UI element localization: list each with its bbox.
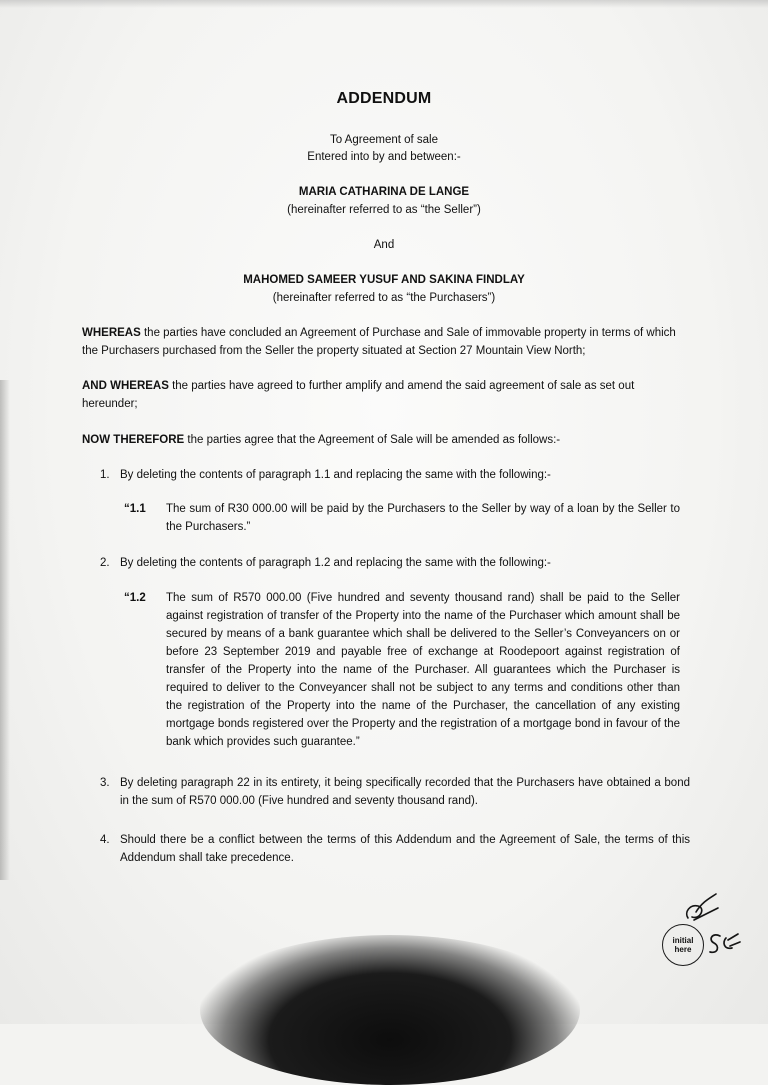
list-item-text: By deleting the contents of paragraph 1.1 and replacing the same with the following:- — [120, 469, 551, 481]
scan-shadow-blot — [200, 935, 580, 1085]
list-item-text: By deleting the contents of paragraph 1.2 and replacing the same with the following:- — [120, 557, 551, 569]
now-therefore-text: the parties agree that the Agreement of Sale will be amended as follows:- — [184, 434, 561, 446]
stamp-line-1: initial — [672, 936, 694, 945]
initial-here-stamp — [662, 924, 704, 966]
whereas-lead: WHEREAS — [82, 327, 141, 339]
list-item-text: Should there be a conflict between the terms of this Addendum and the Agreement of Sale, the terms of this Addendum shall take precedence. — [120, 834, 690, 864]
sub-clause-text: The sum of R570 000.00 (Five hundred and seventy thousand rand) shall be paid to the Seller against registration of transfer of the Property into the name of the Purchaser which amount shall be secured by means of a bank guarantee which shall be delivered to the Seller’s Conveyancers on or before 23 September 2019 and payable free of exchange at Roodepoort against registration of transfer of the Property into the name of the Purchaser. All guarantees which the Purchaser is required to deliver to the Conveyancer shall not be subject to any terms and conditions other than the registration of the Property into the name of the Purchaser, the cancellation of any existing mortgage bonds registered over the Property and the registration of a mortgage bond in favour of the bank which provides such guarantee.” — [166, 592, 680, 748]
scan-shadow-top — [0, 0, 768, 8]
handwritten-initials-sc — [704, 928, 744, 958]
purchasers-role: (hereinafter referred to as “the Purchasers”) — [272, 292, 496, 304]
list-item-number: 2. — [100, 557, 110, 569]
now-therefore-paragraph — [82, 431, 686, 449]
intro-line-2: Entered into by and between:- — [307, 151, 461, 163]
document-title: ADDENDUM — [336, 90, 432, 107]
purchasers-name: MAHOMED SAMEER YUSUF AND SAKINA FINDLAY — [243, 274, 525, 286]
scan-shadow-left — [0, 380, 10, 880]
list-item-number: 1. — [100, 469, 110, 481]
list-item-text: By deleting paragraph 22 in its entirety, it being specifically recorded that the Purchasers have obtained a bond in the sum of R570 000.00 (Five hundred and seventy thousand rand). — [120, 777, 690, 807]
list-item-number: 4. — [100, 834, 110, 846]
and-whereas-lead: AND WHEREAS — [82, 380, 169, 392]
sub-clause-number: “1.2 — [124, 592, 146, 604]
and-whereas-paragraph — [82, 377, 686, 413]
stamp-line-2: here — [674, 945, 692, 954]
whereas-paragraph — [82, 324, 686, 360]
sub-clause-number: “1.1 — [124, 503, 146, 515]
and-whereas-text: the parties have agreed to further amplify and amend the said agreement of sale as set out hereunder; — [82, 380, 635, 410]
sub-clause-text: The sum of R30 000.00 will be paid by the Purchasers to the Seller by way of a loan by the Seller to the Purchasers.” — [166, 503, 680, 533]
seller-name: MARIA CATHARINA DE LANGE — [298, 186, 470, 198]
handwritten-initials-signature — [680, 890, 724, 926]
whereas-text: the parties have concluded an Agreement of Purchase and Sale of immovable property in terms of which the Purchasers purchased from the Seller the property situated at Section 27 Mountain View North; — [82, 327, 676, 357]
seller-role: (hereinafter referred to as “the Seller”) — [287, 204, 481, 216]
now-therefore-lead: NOW THEREFORE — [82, 434, 185, 446]
and-separator: And — [373, 239, 395, 251]
list-item-number: 3. — [100, 777, 110, 789]
intro-line-1: To Agreement of sale — [329, 134, 439, 146]
